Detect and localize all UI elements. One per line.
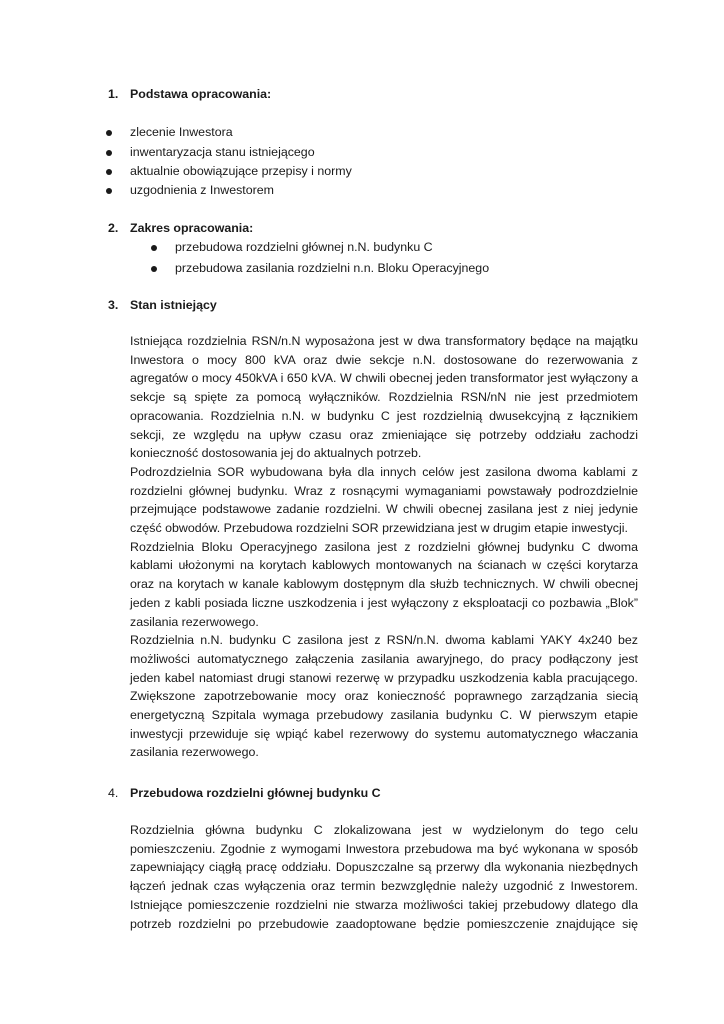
section-4-body [130,821,638,933]
section-1-number: 1. [108,87,119,101]
section-1-bullet: uzgodnienia z Inwestorem [130,183,274,197]
paragraph: Istniejąca rozdzielnia RSN/n.N wyposażona jest w dwa transformatory będące na majątku Inwestora o mocy 800 kVA oraz dwie sekcje n.N. dostosowane do rezerwowania z agregatów o mocy 450kVA i 650 kVA. W chwili obecnej jeden transformator jest wyłączony a sekcje są spięte za pomocą wyłączników. Rozdzielnia RSN/nN nie jest przedmiotem opracowania. Rozdzielnia n.N. w budynku C jest rozdzielnią dwusekcyjną z łącznikiem sekcji, ze względu na upływ czasu oraz zmieniające się potrzeby oddziału zachodzi konieczność dostosowania jej do aktualnych potrzeb. [130,334,638,461]
section-3-body [130,332,638,762]
section-2-number: 2. [108,221,119,235]
section-1-bullet: aktualnie obowiązujące przepisy i normy [130,164,352,178]
bullet-icon [106,130,112,136]
paragraph: Rozdzielnia n.N. budynku C zasilona jest z RSN/n.N. dwoma kablami YAKY 4x240 bez możliwości automatycznego załączenia zasilania awaryjnego, do pracy podłączony jest jeden kabel natomiast drugi stanowi rezerwę w przypadku uszkodzenia kabla pracującego. Zwiększone zapotrzebowanie mocy oraz konieczność poprawnego zarządzania siecią energetyczną Szpitala wymaga przebudowy zasilania budynku C. W pierwszym etapie inwestycji przewiduje się wpiąć kabel rezerwowy do systemu automatycznego właczania zasilania rezerwowego. [130,633,638,760]
bullet-icon [106,188,112,194]
paragraph: Podrozdzielnia SOR wybudowana była dla innych celów jest zasilona dwoma kablami z rozdzielni głównej budynku. Wraz z rosnącymi wymaganiami powstawały podrozdzielnie przejmujące podstawowe zadanie rozdzielni. W chwili obecnej zasilana jest z niej jedynie część obwodów. Przebudowa rozdzielni SOR przewidziana jest w drugim etapie inwestycji. [130,464,638,536]
section-1-bullet: inwentaryzacja stanu istniejącego [130,145,315,159]
section-4-title: Przebudowa rozdzielni głównej budynku C [130,786,381,800]
section-2-bullet: przebudowa zasilania rozdzielni n.n. Bloku Operacyjnego [175,261,490,275]
section-2-title: Zakres opracowania: [130,221,254,235]
paragraph: Rozdzielnia Bloku Operacyjnego zasilona jest z rozdzielni głównej budynku C dwoma kablami ułożonymi na korytach kablowych montowanych na ścianach w części korytarza oraz na korytach w kanale kablowym dostępnym dla służb technicznych. W chwili obecnej jeden z kabli posiada liczne uszkodzenia i jest wyłączony z eksploatacji co pozbawia „Blok” zasilania rezerwowego. [130,539,638,629]
section-2-bullet: przebudowa rozdzielni głównej n.N. budynku C [175,240,433,254]
section-1-title: Podstawa opracowania: [130,87,272,101]
paragraph: Rozdzielnia główna budynku C zlokalizowana jest w wydzielonym do tego celu pomieszczeniu. Zgodnie z wymogami Inwestora przebudowa ma być wykonana w sposób zapewniający ciągłą pracę oddziału. Dopuszczalne są przerwy dla wykonania niezbędnych łączeń jednak czas wyłączenia oraz termin bezwzględnie należy uzgodnić z Inwestorem. Istniejące pomieszczenie rozdzielni nie stwarza możliwości takiej przebudowy dlatego dla potrzeb rozdzielni po przebudowie zaadoptowane będzie pomieszczenie znajdujące się [130,823,638,931]
bullet-icon [151,245,157,251]
section-1-bullet: zlecenie Inwestora [130,125,233,139]
section-4-number: 4. [108,786,119,800]
section-3-number: 3. [108,298,119,312]
bullet-icon [151,266,157,272]
bullet-icon [106,169,112,175]
section-3-title: Stan istniejący [130,298,217,312]
bullet-icon [106,150,112,156]
